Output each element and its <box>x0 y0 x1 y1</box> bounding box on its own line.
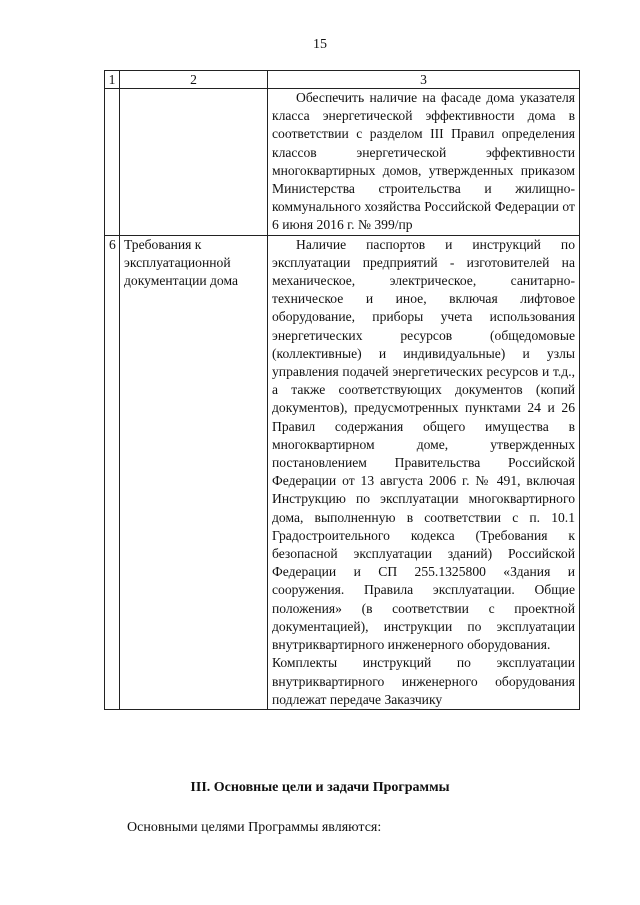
row-number-cell: 6 <box>105 235 120 709</box>
header-col-2: 2 <box>120 71 268 89</box>
header-col-3: 3 <box>268 71 580 89</box>
requirement-name-cell <box>120 89 268 236</box>
header-col-1: 1 <box>105 71 120 89</box>
requirements-table <box>104 70 580 710</box>
requirement-description-cell <box>268 235 580 709</box>
description-paragraph: Комплекты инструкций по эксплуатации внутриквартирного инженерного оборудования подлежат передаче Заказчику <box>272 655 575 707</box>
body-paragraph: Основными целями Программы являются: <box>127 820 382 835</box>
page-number: 15 <box>313 37 327 52</box>
requirement-description-cell: Обеспечить наличие на фасаде дома указателя класса энергетической эффективности дома в соответствии с разделом III Правил определения классов энергетической эффективности многоквартирных домов, утвержденных приказом Министерства строительства и жилищно-коммунального хозяйства Российской Федерации от 6 июня 2016 г. № 399/пр <box>268 89 580 236</box>
table-row-continued <box>105 89 580 236</box>
row-number-cell <box>105 89 120 236</box>
table-row-6 <box>105 235 580 709</box>
description-paragraph: Наличие паспортов и инструкций по эксплуатации предприятий - изготовителей на механическое, электрическое, санитарно-техническое и иное, включая лифтовое оборудование, приборы учета использования энергетических ресурсов (общедомовые (коллективные) и индивидуальные) и узлы управления подачей энергетических ресурсов и т.д., а также соответствующих документов (копий документов), предусмотренных пунктами 24 и 26 Правил содержания общего имущества в многоквартирном доме, утвержденных постановлением Правительства Российской Федерации от 13 августа 2006 г. № 491, включая Инструкцию по эксплуатации многоквартирного дома, выполненную в соответствии с п. 10.1 Градостроительного кодекса (Требования к безопасной эксплуатации зданий) Российской Федерации и СП 255.1325800 «Здания и сооружения. Правила эксплуатации. Общие положения» (в соответствии с проектной документацией), инструкции по эксплуатации внутриквартирного инженерного оборудования. <box>272 236 575 653</box>
section-heading: III. Основные цели и задачи Программы <box>190 780 450 795</box>
requirement-name-cell: Требования к эксплуатационной документации дома <box>120 235 268 709</box>
table-header-row <box>105 71 580 89</box>
